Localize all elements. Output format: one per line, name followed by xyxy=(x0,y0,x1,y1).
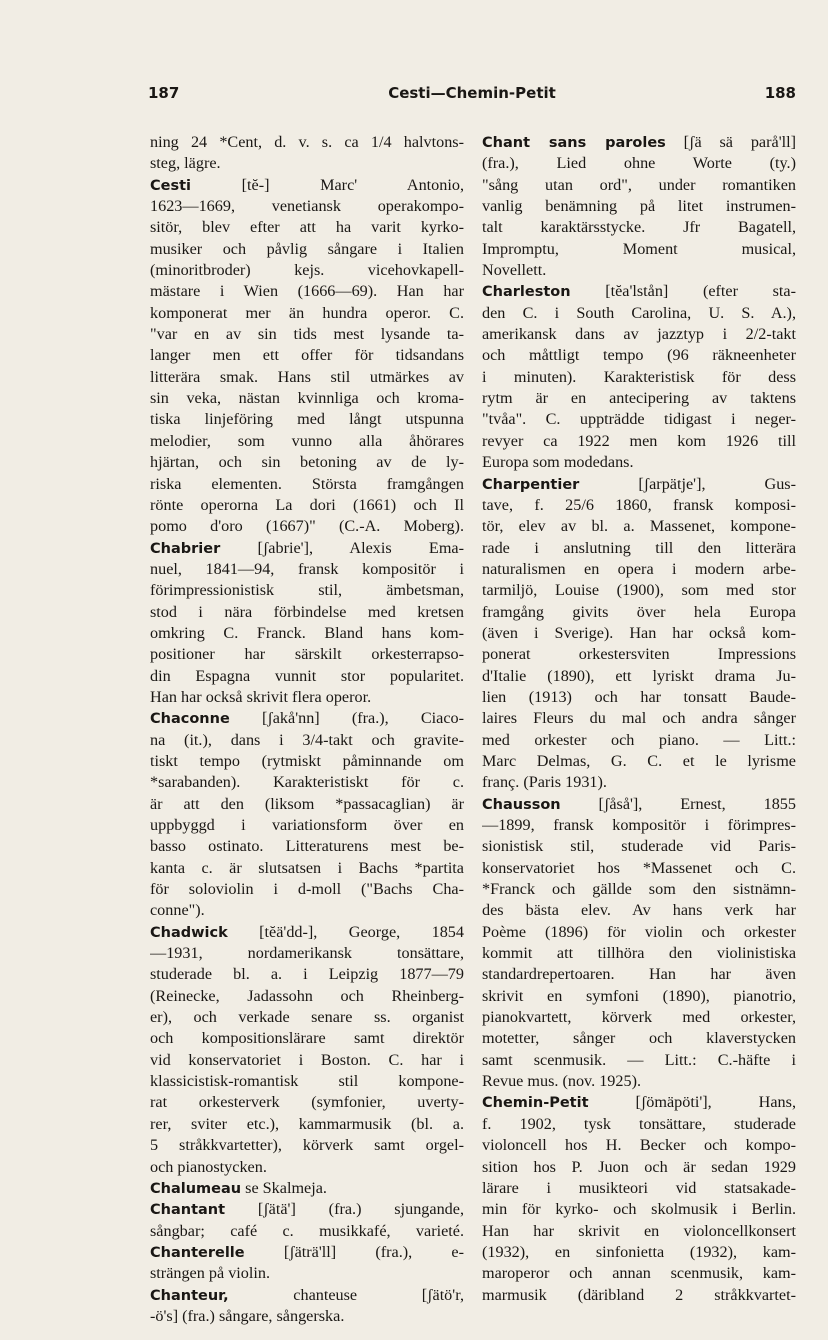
line-text: rer, sviter etc.), kammarmusik (bl. a. xyxy=(150,1114,464,1133)
text-line xyxy=(482,1007,796,1028)
text-line xyxy=(150,666,464,687)
text-line xyxy=(482,986,796,1007)
text-line xyxy=(482,559,796,580)
text-line xyxy=(482,1028,796,1049)
text-line xyxy=(150,431,464,452)
text-line xyxy=(482,132,796,153)
text-line xyxy=(482,1199,796,1220)
line-text: d'Italie (1890), ett lyriskt drama Ju- xyxy=(482,666,796,685)
line-text: —1931, nordamerikansk tonsättare, xyxy=(150,944,464,963)
line-text: Novellett. xyxy=(482,261,547,280)
text-line xyxy=(482,879,796,900)
right-column xyxy=(482,132,796,1306)
line-text: melodier, som vunno alla åhörares xyxy=(150,431,464,450)
running-title: Cesti—Chemin-Petit xyxy=(388,84,556,102)
line-text: 1623—1669, venetiansk operakompo- xyxy=(150,197,464,216)
text-line xyxy=(482,452,796,473)
text-line xyxy=(150,836,464,857)
text-line xyxy=(150,281,464,302)
text-line xyxy=(482,1157,796,1178)
line-text: (minoritbroder) kejs. vicehovkapell- xyxy=(150,261,464,280)
text-line xyxy=(482,1135,796,1156)
text-line xyxy=(150,623,464,644)
line-text: rönte operorna La dori (1661) och Il xyxy=(150,495,464,514)
text-line xyxy=(150,1263,464,1284)
text-line xyxy=(482,1092,796,1113)
headword: Chanterelle xyxy=(150,1244,245,1261)
line-text: min för kyrko- och skolmusik i Berlin. xyxy=(482,1200,796,1219)
text-line xyxy=(150,1135,464,1156)
line-text: naturalismen en opera i modern arbe- xyxy=(482,559,796,578)
text-line xyxy=(150,879,464,900)
line-text: Han har skrivit en violoncellkonsert xyxy=(482,1221,796,1240)
text-line xyxy=(150,858,464,879)
text-line xyxy=(482,431,796,452)
line-text: ponerat orkestersviten Impressions xyxy=(482,645,796,664)
text-line xyxy=(482,1285,796,1306)
page-number-left: 187 xyxy=(148,84,180,102)
line-text: med orkester och piano. — Litt.: xyxy=(482,730,796,749)
line-text: violoncell hos H. Becker och kompo- xyxy=(482,1136,796,1155)
line-text: rytm är en antecipering av taktens xyxy=(482,389,796,408)
line-text: [ʃä sä parå'll] xyxy=(665,133,796,151)
text-line xyxy=(150,132,464,153)
text-line xyxy=(150,687,464,708)
text-line xyxy=(150,260,464,281)
line-text: litterära smak. Hans stil utmärkes av xyxy=(150,367,464,386)
line-text: uppbyggd i variationsform över en xyxy=(150,816,464,834)
line-text: kanta c. är slutsatsen i Bachs *partita xyxy=(150,858,464,877)
text-line xyxy=(482,836,796,857)
line-text: [tĕ-] Marc' Antonio, xyxy=(191,175,464,194)
headword: Chalumeau xyxy=(150,1180,242,1197)
text-line xyxy=(150,1050,464,1071)
text-line xyxy=(482,409,796,430)
entry-cesti xyxy=(150,175,464,538)
text-line xyxy=(150,1199,464,1220)
headword: Chemin-Petit xyxy=(482,1095,589,1112)
headword: Chantant xyxy=(150,1202,226,1219)
text-line xyxy=(150,900,464,921)
line-text: [tĕä'dd-], George, 1854 xyxy=(227,922,464,941)
line-text: f. 1902, tysk tonsättare, studerade xyxy=(482,1114,796,1133)
headword: Chadwick xyxy=(150,924,228,941)
text-line xyxy=(150,559,464,580)
line-text: konservatoriet hos *Massenet och C. xyxy=(482,858,796,877)
text-line xyxy=(150,388,464,409)
entry-chaconne xyxy=(150,708,464,921)
headword: Cesti xyxy=(150,177,192,194)
text-line xyxy=(150,1306,464,1327)
line-text: förimpressionistisk stil, ämbetsman, xyxy=(150,581,464,600)
line-text: -ö's] (fra.) sångare, sångerska. xyxy=(150,1306,345,1325)
text-line xyxy=(482,772,796,793)
text-line xyxy=(482,943,796,964)
text-line xyxy=(150,217,464,238)
line-text: (även i Sverige). Han har också kom- xyxy=(482,623,796,642)
text-line xyxy=(150,730,464,751)
text-line xyxy=(150,1242,464,1263)
text-line xyxy=(482,815,796,836)
text-line xyxy=(150,303,464,324)
entry-chausson xyxy=(482,794,796,1093)
line-text: rade i anslutning till den litterära xyxy=(482,538,796,557)
text-line xyxy=(482,922,796,943)
line-text: [ʃakå'nn] (fra.), Ciaco- xyxy=(229,709,464,728)
line-text: "tvåa". C. uppträdde tidigast i neger- xyxy=(482,410,796,429)
text-line xyxy=(482,345,796,366)
text-line xyxy=(150,409,464,430)
headword: Chabrier xyxy=(150,540,221,557)
entry-charleston xyxy=(482,281,796,473)
text-line xyxy=(482,239,796,260)
text-line xyxy=(150,1092,464,1113)
line-text: conne"). xyxy=(150,901,205,920)
line-text: tave, f. 25/6 1860, fransk komposi- xyxy=(482,495,796,514)
page-header xyxy=(148,84,796,108)
text-line xyxy=(150,986,464,1007)
line-text: hjärtan, och sin betoning av de ly- xyxy=(150,453,464,472)
line-text: (Reinecke, Jadassohn och Rheinberg- xyxy=(150,986,464,1005)
text-line xyxy=(150,175,464,196)
text-line xyxy=(150,516,464,537)
line-text: ning 24 *Cent, d. v. s. ca 1/4 halvtons- xyxy=(150,133,464,151)
line-text: din Espagna vunnit stor popularitet. xyxy=(150,666,464,685)
line-text: [tĕa'lstån] (efter sta- xyxy=(570,282,796,301)
line-text: franç. (Paris 1931). xyxy=(482,773,607,792)
text-line xyxy=(150,1157,464,1178)
line-text: Marc Delmas, G. C. et le lyrisme xyxy=(482,751,796,770)
line-text: Impromptu, Moment musical, xyxy=(482,239,796,258)
line-text: stod i nära förbindelse med kretsen xyxy=(150,602,464,621)
line-text: Europa som modedans. xyxy=(482,453,634,472)
entry-chabrier xyxy=(150,538,464,709)
headword: Charpentier xyxy=(482,476,580,493)
left-column xyxy=(150,132,464,1327)
line-text: rat orkesterverk (symfonier, uverty- xyxy=(150,1093,464,1112)
line-text: *sarabanden). Karakteristiskt för c. xyxy=(150,773,464,792)
line-text: skrivit en symfoni (1890), pianotrio, xyxy=(482,986,796,1005)
line-text: komponerat mer än hundra operor. C. xyxy=(150,303,464,322)
line-text: Han har också skrivit flera operor. xyxy=(150,687,372,706)
line-text: motetter, sånger och klaverstycken xyxy=(482,1029,796,1048)
line-text: lärare i musikteori vid statsakade- xyxy=(482,1178,796,1197)
line-text: [ʃätä'] (fra.) sjungande, xyxy=(225,1200,464,1219)
line-text: [ʃarpätje'], Gus- xyxy=(579,474,796,493)
text-line xyxy=(150,815,464,836)
text-line xyxy=(482,217,796,238)
text-line xyxy=(150,794,464,815)
text-line xyxy=(150,964,464,985)
text-line xyxy=(482,964,796,985)
text-line xyxy=(482,538,796,559)
text-line xyxy=(482,495,796,516)
text-line xyxy=(482,281,796,302)
entry-charpentier xyxy=(482,474,796,794)
line-text: tör, elev av bl. a. Massenet, kompone- xyxy=(482,517,796,536)
line-text: tiska linjeföring med långt utspunna xyxy=(150,410,464,429)
line-text: *Franck och gällde som den sistnämn- xyxy=(482,880,796,899)
text-line xyxy=(482,367,796,388)
text-line xyxy=(482,623,796,644)
entry-chadwick xyxy=(150,922,464,1178)
text-line xyxy=(150,772,464,793)
text-line xyxy=(482,687,796,708)
entry-chanterelle xyxy=(150,1242,464,1285)
line-text: vanlig benämning på litet instrumen- xyxy=(482,197,796,216)
text-line xyxy=(150,1221,464,1242)
text-line xyxy=(150,1178,464,1199)
line-text: pomo d'oro (1667)" (C.-A. Moberg). xyxy=(150,517,464,536)
line-text: (fra.), Lied ohne Worte (ty.) xyxy=(482,154,796,173)
text-line xyxy=(482,1178,796,1199)
text-line xyxy=(150,153,464,174)
line-text: marmusik (däribland 2 stråkkvartet- xyxy=(482,1285,796,1304)
line-text: "sång utan ord", under romantiken xyxy=(482,175,796,194)
text-line xyxy=(482,153,796,174)
text-line xyxy=(482,730,796,751)
line-text: laires Fleurs du mal och andra sånger xyxy=(482,709,796,728)
line-text: "var en av sin tids mest lysande ta- xyxy=(150,325,464,344)
text-line xyxy=(150,1071,464,1092)
text-line xyxy=(150,495,464,516)
text-line xyxy=(482,175,796,196)
line-text: för soloviolin i d-moll ("Bachs Cha- xyxy=(150,880,464,899)
entry-chant-sans-paroles xyxy=(482,132,796,281)
line-text: [ʃåså'], Ernest, 1855 xyxy=(560,794,796,813)
text-line xyxy=(482,196,796,217)
line-text: klassicistisk-romantisk stil kompone- xyxy=(150,1072,464,1091)
text-line xyxy=(482,644,796,665)
line-text: talt karaktärsstycke. Jfr Bagatell, xyxy=(482,218,796,237)
line-text: se Skalmeja. xyxy=(241,1178,327,1197)
text-line xyxy=(482,1242,796,1263)
headword: Chanteur, xyxy=(150,1287,229,1304)
text-line xyxy=(482,1050,796,1071)
text-line xyxy=(482,1114,796,1135)
text-line xyxy=(482,858,796,879)
text-line xyxy=(150,196,464,217)
line-text: lien (1913) och har tonsatt Baude- xyxy=(482,687,796,706)
text-line xyxy=(482,708,796,729)
line-text: framgång givits över hela Europa xyxy=(482,602,796,621)
line-text: omkring C. Franck. Bland hans kom- xyxy=(150,623,464,642)
line-text: samt scenmusik. — Litt.: C.-häfte i xyxy=(482,1050,796,1069)
text-line xyxy=(150,602,464,623)
text-line xyxy=(482,474,796,495)
line-text: langer men ett offer för tidsandans xyxy=(150,346,464,365)
text-line xyxy=(150,1114,464,1135)
line-text: (1932), en sinfonietta (1932), kam- xyxy=(482,1242,796,1261)
line-text: sin veka, nästan kvinnliga och kroma- xyxy=(150,389,464,408)
line-text: och pianostycken. xyxy=(150,1157,267,1176)
line-text: standardrepertoaren. Han har även xyxy=(482,965,796,984)
text-line xyxy=(150,474,464,495)
line-text: strängen på violin. xyxy=(150,1264,271,1283)
line-text: [ʃömäpöti'], Hans, xyxy=(588,1093,796,1112)
line-text: chanteuse [ʃätö'r, xyxy=(228,1285,464,1304)
text-line xyxy=(150,345,464,366)
line-text: tarmiljö, Louise (1900), som med stor xyxy=(482,581,796,600)
line-text: positioner har särskilt orkesterrapso- xyxy=(150,645,464,664)
text-line xyxy=(150,644,464,665)
line-text: vid konservatoriet i Boston. C. har i xyxy=(150,1050,464,1069)
line-text: Poème (1896) för violin och orkester xyxy=(482,922,796,941)
line-text: är att den (liksom *passacaglian) är xyxy=(150,794,464,813)
line-text: den C. i South Carolina, U. S. A.), xyxy=(482,303,796,322)
text-line xyxy=(150,708,464,729)
text-line xyxy=(482,303,796,324)
text-line xyxy=(150,452,464,473)
line-text: maroperor och annan scenmusik, kam- xyxy=(482,1264,796,1283)
entry-cont xyxy=(150,132,464,175)
text-line xyxy=(150,1285,464,1306)
line-text: [ʃabrie'], Alexis Ema- xyxy=(220,538,464,557)
text-line xyxy=(150,538,464,559)
line-text: des bästa elev. Av hans verk har xyxy=(482,901,796,920)
text-line xyxy=(482,1263,796,1284)
line-text: steg, lägre. xyxy=(150,154,221,173)
text-line xyxy=(482,580,796,601)
text-line xyxy=(150,324,464,345)
line-text: 5 stråkkvartetter), körverk samt orgel- xyxy=(150,1136,464,1155)
text-line xyxy=(482,516,796,537)
line-text: basso ostinato. Litteraturens mest be- xyxy=(150,837,464,856)
line-text: sångbar; café c. musikkafé, varieté. xyxy=(150,1221,464,1240)
entry-chemin-petit xyxy=(482,1092,796,1305)
text-line xyxy=(150,751,464,772)
text-line xyxy=(482,666,796,687)
text-line xyxy=(482,900,796,921)
text-line xyxy=(150,943,464,964)
line-text: nuel, 1841—94, fransk kompositör i xyxy=(150,559,464,578)
line-text: tiskt tempo (rytmiskt påminnande om xyxy=(150,751,464,770)
entry-chantant xyxy=(150,1199,464,1242)
line-text: revyer ca 1922 men kom 1926 till xyxy=(482,431,796,450)
text-line xyxy=(150,239,464,260)
line-text: och måttligt tempo (96 räkneenheter xyxy=(482,346,796,365)
entry-chanteur xyxy=(150,1285,464,1328)
line-text: —1899, fransk kompositör i förimpres- xyxy=(482,816,796,834)
text-line xyxy=(150,580,464,601)
line-text: Revue mus. (nov. 1925). xyxy=(482,1072,642,1091)
headword: Chausson xyxy=(482,796,561,813)
line-text: kommit att tillhöra den violinistiska xyxy=(482,944,796,963)
page-number-right: 188 xyxy=(764,84,796,102)
line-text: i minuten). Karakteristisk för dess xyxy=(482,367,796,386)
line-text: na (it.), dans i 3/4-takt och gravite- xyxy=(150,730,464,749)
headword: Chant sans paroles xyxy=(482,135,666,151)
line-text: sitör, blev efter att ha varit kyrko- xyxy=(150,218,464,237)
text-line xyxy=(482,751,796,772)
text-line xyxy=(482,602,796,623)
line-text: musiker och påvlig sångare i Italien xyxy=(150,239,464,258)
line-text: mästare i Wien (1666—69). Han har xyxy=(150,282,464,301)
line-text: amerikansk dans av jazztyp i 2/2-takt xyxy=(482,325,796,344)
text-line xyxy=(482,794,796,815)
text-line xyxy=(482,260,796,281)
headword: Charleston xyxy=(482,284,571,301)
headword: Chaconne xyxy=(150,711,230,728)
line-text: er), och verkade senare ss. organist xyxy=(150,1008,464,1027)
line-text: sionistisk stil, studerade vid Paris- xyxy=(482,837,796,856)
text-line xyxy=(150,367,464,388)
entry-chalumeau xyxy=(150,1178,464,1199)
text-line xyxy=(482,1221,796,1242)
line-text: pianokvartett, körverk med orkester, xyxy=(482,1008,796,1027)
text-line xyxy=(482,388,796,409)
text-line xyxy=(150,1028,464,1049)
line-text: riska elementen. Största framgången xyxy=(150,474,464,493)
text-line xyxy=(150,922,464,943)
text-line xyxy=(482,324,796,345)
text-line xyxy=(482,1071,796,1092)
line-text: sition hos P. Juon och är sedan 1929 xyxy=(482,1157,796,1176)
line-text: och kompositionslärare samt direktör xyxy=(150,1029,464,1048)
line-text: studerade bl. a. i Leipzig 1877—79 xyxy=(150,965,464,984)
line-text: [ʃäträ'll] (fra.), e- xyxy=(244,1242,464,1261)
text-line xyxy=(150,1007,464,1028)
